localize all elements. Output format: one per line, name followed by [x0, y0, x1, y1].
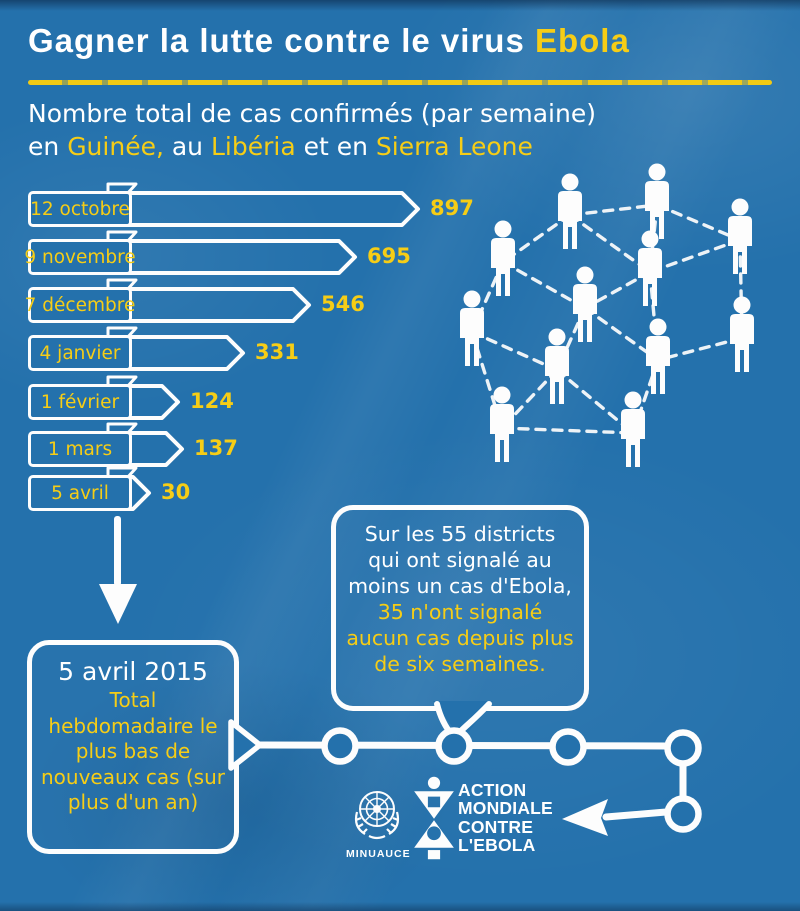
contact-link: [657, 205, 740, 240]
un-emblem-icon: [345, 782, 409, 846]
title-underline: [28, 80, 772, 85]
subtitle-segment: et en: [295, 131, 376, 161]
contact-network-diagram: [430, 148, 800, 488]
bar-value-5: 137: [194, 436, 238, 460]
person-figure-icon: [645, 164, 669, 240]
timeline-node-2: [439, 731, 470, 762]
campaign-line: L'EBOLA: [458, 834, 536, 855]
bar-label-2: 7 décembre: [28, 287, 132, 323]
bubble-text-yellow: 35 n'ont signalé aucun cas depuis plus de six semaines.: [346, 600, 574, 677]
contact-link: [472, 332, 557, 370]
bar-0: [100, 181, 423, 231]
bar-value-1: 695: [367, 244, 411, 268]
campaign-line: MONDIALE: [458, 798, 553, 819]
contact-link: [502, 428, 633, 433]
bar-label-1: 9 novembre: [28, 239, 132, 275]
april-annotation-box: [27, 640, 239, 854]
timeline-node-5: [668, 799, 699, 830]
bar-1: [100, 229, 360, 279]
annotation-heading: 5 avril 2015: [58, 657, 208, 686]
subtitle-segment: Sierra Leone: [375, 131, 533, 161]
timeline-line: [260, 745, 667, 746]
bar-value-2: 546: [321, 292, 365, 316]
subtitle-segment: en: [28, 131, 68, 161]
districts-speech-bubble: [331, 505, 589, 711]
contact-link: [570, 205, 657, 215]
down-arrow-head: [99, 584, 137, 624]
bar-value-0: 897: [430, 196, 474, 220]
subtitle-segment: Libéria: [210, 131, 296, 161]
down-arrow-shaft: [114, 516, 121, 586]
timeline-node-1: [325, 731, 356, 762]
campaign-line: CONTRE: [458, 816, 534, 837]
bar-value-3: 331: [255, 340, 299, 364]
subtitle-line1: Nombre total de cas confirmés (par semaine): [28, 99, 596, 128]
campaign-wordmark: [458, 781, 553, 854]
title-white-part: Gagner la lutte contre le virus: [28, 22, 535, 59]
logo-arrow-shaft: [606, 812, 666, 817]
subtitle-segment: Guinée,: [67, 131, 164, 161]
bar-label-0: 12 octobre: [28, 191, 132, 227]
timeline-node-4: [668, 733, 699, 764]
page-title: [28, 22, 778, 60]
contact-link: [658, 338, 742, 360]
bar-label-5: 1 mars: [28, 431, 132, 467]
person-figure-icon: [638, 231, 662, 307]
contact-link: [650, 240, 740, 272]
bar-label-6: 5 avril: [28, 475, 132, 511]
title-accent-part: Ebola: [534, 22, 630, 59]
minuauce-label: MINUAUCE: [346, 848, 411, 860]
bubble-text-white: Sur les 55 districts qui ont signalé au moins un cas d'Ebola,: [348, 522, 572, 599]
bar-value-6: 30: [161, 480, 191, 504]
bar-label-4: 1 février: [28, 384, 132, 420]
timeline-node-3: [553, 732, 584, 763]
person-figure-icon: [621, 392, 645, 468]
person-figure-icon: [545, 329, 569, 405]
contact-link: [503, 262, 585, 308]
person-figure-icon: [730, 297, 754, 373]
bar-value-4: 124: [190, 389, 234, 413]
global-ebola-response-logo-icon: [411, 776, 457, 860]
subtitle-segment: au: [163, 131, 211, 161]
bar-label-3: 4 janvier: [28, 335, 132, 371]
annotation-body: Total hebdomadaire le plus bas de nouveaux cas (sur plus d'un an): [40, 688, 225, 815]
campaign-line: ACTION: [458, 780, 527, 800]
person-figure-icon: [558, 174, 582, 250]
logo-arrow-head: [562, 799, 608, 836]
